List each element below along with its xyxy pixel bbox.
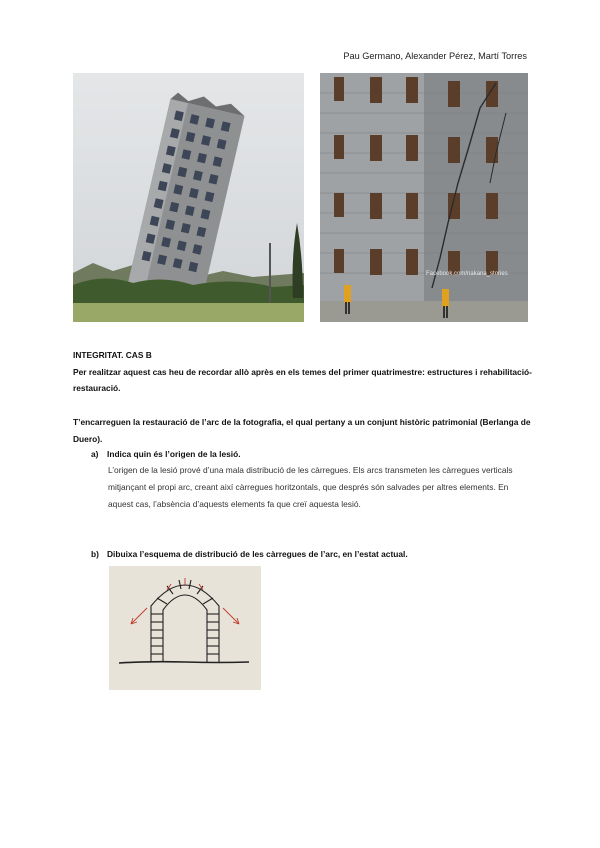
question-b: [91, 546, 531, 563]
arch-load-sketch: [109, 566, 261, 690]
question-a-prompt: Indica quin és l’origen de la lesió.: [107, 449, 241, 459]
section-intro-text: Per realitzar aquest cas heu de recordar allò après en els temes del primer quatrimestre: estructures i rehabilitació-restauració.: [73, 366, 532, 393]
question-a-letter: a): [91, 449, 99, 459]
photo-cracked-building: [320, 73, 528, 322]
photo-watermark: Facebook.com/nakana_stories: [426, 271, 508, 277]
answer-a: L’origen de la lesió prové d’una mala distribució de les càrregues. Els arcs transmeten les càrregues verticals mitjançant el propi arc, creant així càrregues horitzontals, que després són salvades per altres elements. En aquest cas, l’absència d’aquests elements fa que creï aquesta lesió.: [108, 465, 513, 509]
authors-line: Pau Germano, Alexander Pérez, Martí Torres: [343, 51, 527, 61]
task-text: T’encarreguen la restauració de l’arc de la fotografia, el qual pertany a un conjunt històric patrimonial (Berlanga de Duero).: [73, 417, 531, 444]
question-b-letter: b): [91, 549, 99, 559]
question-b-prompt: Dibuixa l’esquema de distribució de les càrregues de l’arc, en l’estat actual.: [107, 549, 408, 559]
section-intro: [73, 347, 533, 397]
question-a: [91, 446, 531, 463]
photo-tilting-building: [73, 73, 304, 322]
section-title: INTEGRITAT. CAS B: [73, 350, 152, 360]
